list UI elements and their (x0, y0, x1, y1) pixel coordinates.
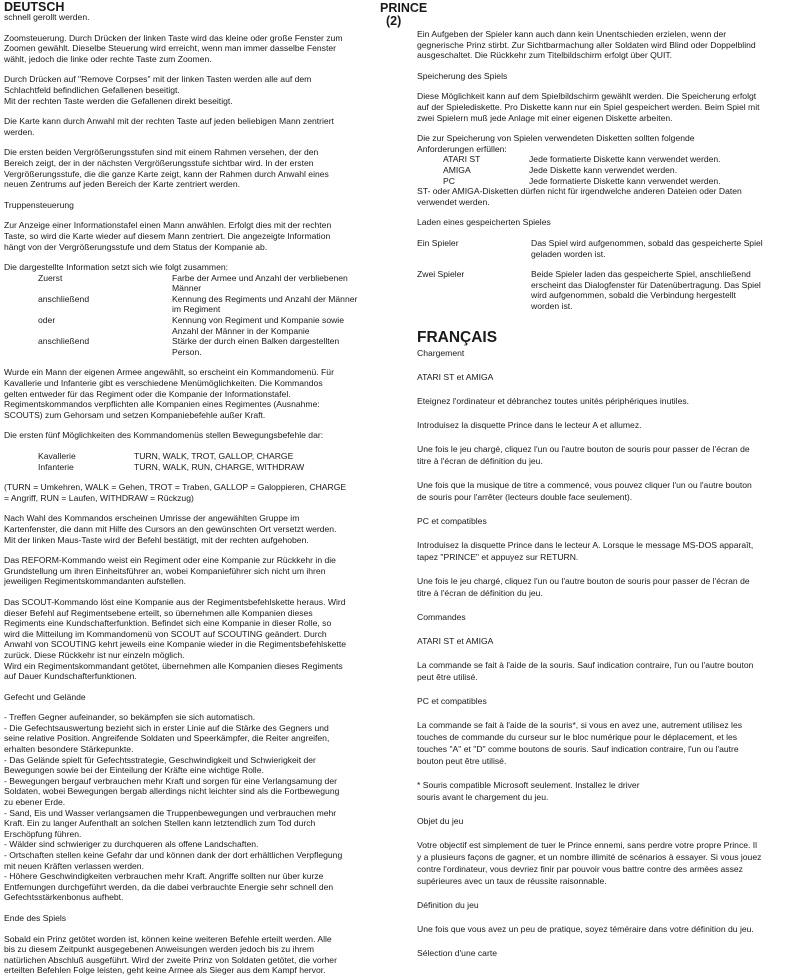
row-value: Jede formatierte Diskette kann verwendet werden. (529, 154, 721, 165)
paragraph (417, 899, 797, 911)
table-row (417, 269, 763, 321)
text-line: Die ersten beiden Vergrößerungsstufen sind mit einem Rahmen versehen, der den (4, 147, 319, 158)
text-line: - Treffen Gegner aufeinander, so bekämpfen sie sich automatisch. (4, 712, 256, 723)
info-table (38, 273, 357, 358)
french-section (417, 347, 797, 971)
text-line: Soldaten, wobei Bewegungen bergab allerdings nicht leichter sind als die Fortbewegung (4, 786, 340, 797)
paragraph (417, 635, 797, 647)
text-line: ST- oder AMIGA-Disketten dürfen nicht für irgendwelche anderen Dateien oder Daten (417, 186, 742, 197)
paragraph (4, 555, 397, 587)
text-line: Votre objectif est simplement de tuer le Prince ennemi, sans perdre votre propre Prince. Il (417, 840, 758, 851)
language-heading-deutsch: DEUTSCH (4, 0, 65, 14)
text-line: Mit der rechten Taste werden die Gefallenen direkt beseitigt. (4, 95, 233, 106)
text-line: werden. (4, 126, 35, 137)
text-line: mit neuen Kräften verlassen werden. (4, 860, 144, 871)
text-line: Zur Anzeige einer Informationstafel einen Mann anwählen. Erfolgt dies mit der rechten (4, 220, 332, 231)
text-line: bouton peut être utilisé. (417, 756, 507, 767)
text-line: Taste, so wird die Karte wieder auf diesem Mann zentriert. Die angezeigte Information (4, 230, 331, 241)
paragraph (417, 91, 797, 123)
text-line: = Angriff, RUN = Laufen, WITHDRAW = Rückzug) (4, 492, 194, 503)
text-line: Die Karte kann durch Anwahl mit der rechten Taste auf jeden beliebigen Mann zentriert (4, 116, 334, 127)
paragraph: Die ersten fünf Möglichkeiten des Kommandomenüs stellen Bewegungsbefehle dar: (4, 430, 324, 441)
text-line: Das Spiel wird aufgenommen, sobald das gespeicherte Spiel (531, 237, 763, 248)
text-line: souris avant le chargement du jeu. (417, 792, 549, 803)
section-heading: Speicherung des Spiels (417, 70, 508, 81)
paragraph (417, 29, 797, 61)
text-line: Bewegungen sowie bei der Einteilung der Kräfte eine wichtige Rolle. (4, 765, 264, 776)
text-line: Ein Aufgeben der Spieler kann auch dann kein Unentschieden erzielen, wenn der (417, 29, 727, 39)
paragraph (417, 719, 797, 767)
text-line: touches de commande du curseur sur le bloc numérique pour le déplacement, et les (417, 732, 738, 743)
row-value (172, 273, 357, 294)
row-label: PC (443, 175, 455, 186)
table-row (38, 462, 304, 473)
text-line: gegnerische Prinz stirbt. Zur Sichtbarmachung aller Soldaten wird Blind oder Doppelblind (417, 39, 756, 50)
text-line: Kennung des Regiments und Anzahl der Männer (172, 293, 358, 304)
text-line: Vergrößerungsstufe, die die ganze Karte zeigt, kann der Rahmen durch Anwahl eines (4, 168, 329, 179)
text-line: neuen Zentrums auf jeden Bereich der Karte zentriert werden. (4, 179, 240, 190)
text-line: Kavallerie und Infanterie gibt es verschiedene Menümöglichkeiten. Die Kommandos (4, 378, 323, 389)
paragraph (417, 695, 797, 707)
text-line: Stärke der durch einen Balken dargestellten (172, 336, 340, 347)
text-line: - Ortschaften stellen keine Gefahr dar und können dank der dort erhältlichen Verpflegung (4, 850, 343, 860)
text-line: Objet du jeu (417, 816, 464, 827)
section-heading: Laden eines gespeicherten Spieles (417, 217, 551, 228)
text-line: dieser Befehl auf Regimentsebene erteilt, so übernehmen alle Kompanien dieses (4, 607, 313, 618)
paragraph (417, 539, 797, 563)
text-line: Regimentskommandos verpflichten alle Kompanien eines Regimentes (Ausnahme: (4, 399, 320, 410)
text-line: - Höhere Geschwindigkeiten verbrauchen mehr Kraft. Angriffe sollten nur über kurze (4, 871, 324, 882)
text-line: Zoomen gewählt. Dieselbe Steuerung wird erreicht, wenn man immer dasselbe Fenster (4, 43, 336, 54)
row-label: Zuerst (38, 272, 63, 283)
text-line: zwei Spielern muß jede Anlage mit einer eigenen Diskette arbeiten. (417, 112, 673, 123)
text-line: Diese Möglichkeit kann auf dem Spielbildschirm gewählt werden. Die Speicherung erfolgt (417, 91, 757, 102)
section-heading: Ende des Spiels (4, 912, 67, 923)
text-line: ATARI ST et AMIGA (417, 372, 494, 383)
text-line: titre à l'écran de définition du jeu. (417, 588, 543, 599)
paragraph: Die dargestellte Information setzt sich wie folgt zusammen: (4, 262, 229, 273)
text-line: - Das Gelände spielt für Gefechtsstrategie, Geschwindigkeit und Schwierigkeit der (4, 754, 316, 765)
text-line: PC et compatibles (417, 516, 487, 527)
text-line: Sélection d'une carte (417, 948, 497, 959)
paragraph (417, 515, 797, 527)
paragraph (417, 371, 797, 383)
text-line: zu ebener Erde. (4, 797, 66, 808)
row-value (172, 336, 357, 357)
row-value (172, 315, 357, 336)
load-table (417, 238, 763, 322)
paragraph (417, 947, 797, 959)
text-line: Farbe der Armee und Anzahl der verbliebenen (172, 272, 348, 283)
text-line: erscheint das Dialogfenster für Datenübertragung. Das Spiel (531, 279, 761, 290)
text-line: - Die Gefechtsauswertung bezieht sich in erster Linie auf die Stärke des Gegners und (4, 722, 329, 733)
text-line: verwendet werden. (417, 196, 490, 207)
text-line: Une fois le jeu chargé, cliquez l'un ou l'autre bouton de souris pour passer de l'écran de (417, 444, 750, 455)
text-line: * Souris compatible Microsoft seulement. Installez le driver (417, 780, 640, 791)
table-row (417, 238, 763, 269)
paragraph (4, 33, 397, 65)
text-line: Chargement (417, 348, 465, 359)
text-line: erhalten besondere Stärkepunkte. (4, 744, 134, 755)
text-line: im Regiment (172, 304, 221, 315)
text-line: PC et compatibles (417, 696, 487, 707)
text-line: Une fois que vous avez un peu de pratique, soyez téméraire dans votre définition du jeu. (417, 924, 754, 935)
text-line: Anzahl der Männer in der Kompanie (172, 325, 310, 336)
text-line: Bereich zeigt, der in der nächsten Vergrößerungsstufe sichtbar wird. In der ersten (4, 157, 314, 168)
text-line: auf Dauer Kundschafterfunktionen. (4, 671, 137, 682)
text-line: touches "A" et "D" comme boutons de souris. Sauf indication contraire, l'un ou l'autre (417, 744, 739, 755)
table-row (443, 176, 721, 187)
text-line: Wurde ein Mann der eigenen Armee angewählt, so erscheint ein Kommandomenü. Für (4, 367, 334, 378)
text-line: erteilten Befehlen Folge leisten, geht keine Armee als Sieger aus dem Kampf hervor. (4, 965, 326, 976)
text-line: Anwahl von SCOUTING kehrt jeweils eine Kompanie wieder in die Regimentsbefehlskette (4, 639, 347, 650)
paragraph (417, 779, 797, 803)
title-line-2: (2) (386, 14, 402, 28)
row-label: anschließend (38, 336, 90, 347)
row-label: Infanterie (38, 461, 74, 472)
text-line: Wird ein Regimentskommandant getötet, übernehmen alle Kompanien dieses Regiments (4, 660, 343, 671)
disk-table (443, 154, 721, 186)
paragraph (4, 712, 397, 903)
text-line: Männer (172, 283, 202, 294)
paragraph (417, 611, 797, 623)
right-column (417, 29, 797, 971)
row-value (172, 294, 357, 315)
paragraph (4, 116, 397, 137)
row-value (531, 238, 763, 269)
text-line: - Bewegungen bergauf verbrauchen mehr Kraft und sorgen für eine Verlangsamung der (4, 775, 337, 786)
text-line: Sobald ein Prinz getötet worden ist, können keine weiteren Befehle erteilt werden. Alle (4, 933, 332, 944)
text-line: Kartenfenster, die dann mit Hilfe des Cursors an den gewünschten Ort versetzt werden. (4, 523, 337, 534)
text-line: Beide Spieler laden das gespeicherte Spiel, anschließend (531, 269, 751, 280)
text-line: Das REFORM-Kommando weist ein Regiment oder eine Kompanie zur Rückkehr in die (4, 555, 336, 566)
text-line: Introduisez la disquette Prince dans le lecteur A. Lorsque le message MS-DOS apparaît, (417, 540, 754, 551)
text-line: jeweiligen Regimentskommandanten aufstellen. (4, 576, 187, 587)
text-line: Une fois que la musique de titre a commencé, vous pouvez cliquer l'un ou l'autre bouton (417, 480, 752, 491)
text-line: Erschöpfung führen. (4, 828, 82, 839)
text-line: Regiments eine Kundschafterfunktion. Befindet sich eine Kompanie in dieser Rolle, so (4, 618, 332, 629)
row-value: Jede Diskette kann verwendet werden. (529, 164, 678, 175)
text-line: contre l'ordinateur, vous devriez finir par pouvoir vous battre contre des armées assez (417, 864, 743, 875)
text-line: Schlachtfeld befindlichen Gefallenen beseitigt. (4, 84, 180, 95)
row-label: oder (38, 315, 56, 326)
paragraph (417, 186, 797, 207)
text-line: worden ist. (531, 300, 573, 311)
paragraph (417, 395, 797, 407)
table-row (443, 165, 721, 176)
paragraph (417, 419, 797, 431)
text-line: La commande se fait à l'aide de la souris*, si vous en avez une, autrement utilisez les (417, 720, 743, 731)
text-line: titre à l'écran de définition du jeu. (417, 456, 543, 467)
text-line: SCOUTS) zum Gehorsam und setzen Kompaniebefehle außer Kraft. (4, 409, 266, 420)
text-line: peut être utilisé. (417, 672, 478, 683)
row-label: Kavallerie (38, 451, 76, 461)
text-line: Définition du jeu (417, 900, 479, 911)
text-line: Person. (172, 346, 202, 357)
row-label: Ein Spieler (417, 237, 459, 248)
table-row (38, 273, 357, 294)
table-row (38, 315, 357, 336)
row-value: TURN, WALK, TROT, GALLOP, CHARGE (134, 451, 294, 461)
text-line: Entfernungen durchgeführt werden, da die dabei verbrauchte Energie sehr schnell den (4, 881, 334, 892)
text-line: Eteignez l'ordinateur et débranchez toutes unités périphériques inutiles. (417, 396, 690, 407)
text-line: auf der Spielediskette. Pro Diskette kann nur ein Spiel gespeichert werden. Beim Spiel mit (417, 101, 760, 112)
paragraph (4, 597, 397, 682)
language-heading-francais: FRANÇAIS (417, 329, 498, 347)
row-label: ATARI ST (443, 154, 481, 165)
text-line: wählt, jedoch die linke oder rechte Taste zum Zoomen. (4, 53, 212, 64)
text-line: Kraft. Ein zu langer Aufenthalt an solchen Stellen kann letztendlich zum Tod durch (4, 818, 316, 829)
table-row (38, 336, 357, 357)
paragraph (417, 839, 797, 887)
text-line: hängt von der Vergrößerungsstufe und dem Status der Kompanie ab. (4, 241, 268, 252)
paragraph (417, 575, 797, 599)
text-line: Gefechtsstärkenbonus aufhebt. (4, 892, 124, 903)
text-line: ATARI ST et AMIGA (417, 636, 494, 647)
row-value: TURN, WALK, RUN, CHARGE, WITHDRAW (134, 461, 305, 472)
text-line: Une fois le jeu chargé, cliquez l'un ou l'autre bouton de souris pour passer de l'écran de (417, 576, 750, 587)
text-line: geladen worden ist. (531, 248, 606, 259)
text-line: seine relative Position. Angreifende Soldaten und Speerkämpfer, die Reiter angreifen, (4, 733, 330, 744)
paragraph (4, 220, 397, 252)
text-line: Kennung von Regiment und Kompanie sowie (172, 315, 344, 326)
text-line: Zoomsteuerung. Durch Drücken der linken Taste wird das kleine oder große Fenster zum (4, 32, 343, 43)
paragraph (417, 479, 797, 503)
text-line: Die zur Speicherung von Spielen verwendeten Disketten sollten folgende (417, 133, 695, 144)
row-label: AMIGA (443, 164, 471, 175)
row-label: Zwei Spieler (417, 269, 465, 280)
paragraph: schnell gerollt werden. (4, 12, 90, 22)
text-line: wird die Mitteilung im Kommandomenü von SCOUT auf SCOUTING geändert. Durch (4, 628, 327, 639)
row-value: Jede formatierte Diskette kann verwendet werden. (529, 175, 721, 186)
text-line: Grundstellung um ihren Einheitsführer an, wobei Kompanieführer sich nicht um ihren (4, 565, 326, 576)
paragraph (4, 482, 397, 503)
text-line: Commandes (417, 612, 466, 623)
paragraph (4, 367, 397, 420)
paragraph (4, 74, 397, 106)
text-line: natürlichen Abschluß ausgeführt. Wird der zweite Prinz von Soldaten getötet, die vorher (4, 954, 337, 965)
text-line: Durch Drücken auf "Remove Corpses" mit der linken Tasten werden alle auf dem (4, 74, 312, 85)
command-table (38, 451, 304, 472)
text-line: La commande se fait à l'aide de la souris. Sauf indication contraire, l'un ou l'autre bouton (417, 660, 754, 671)
table-row (443, 154, 721, 165)
text-line: Mit der linken Maus-Taste wird der Befehl bestätigt, mit der rechten aufgehoben. (4, 534, 309, 545)
section-heading: Truppensteuerung (4, 199, 74, 210)
paragraph (417, 443, 797, 467)
paragraph (417, 659, 797, 683)
text-line: Anforderungen erfüllen: (417, 143, 507, 154)
table-row (38, 294, 357, 315)
text-line: wird aufgenommen, sobald die Verbindung hergestellt (531, 290, 736, 301)
paragraph (4, 513, 397, 545)
text-line: - Sand, Eis und Wasser verlangsamen die Truppenbewegungen und verbrauchen mehr (4, 807, 337, 818)
left-column (4, 0, 397, 976)
text-line: Introduisez la disquette Prince dans le lecteur A et allumez. (417, 420, 642, 431)
text-line: bis zu diesem Zeitpunkt ausgegebenen Anweisungen werden jedoch bis zu ihrem (4, 944, 315, 955)
text-line: supérieures avec un taux de réussite raisonnable. (417, 876, 607, 887)
paragraph (417, 815, 797, 827)
paragraph (4, 147, 397, 189)
text-line: Das SCOUT-Kommando löst eine Kompanie aus der Regimentsbefehlskette heraus. Wird (4, 596, 346, 607)
text-line: tapez "PRINCE" et appuyez sur RETURN. (417, 552, 579, 563)
text-line: y a plusieurs façons de gagner, et un nombre illimité de scénarios à essayer. Si vous jouez (417, 852, 762, 863)
text-line: de souris pour l'arrêter (lecteurs double face seulement). (417, 492, 633, 503)
text-line: Nach Wahl des Kommandos erscheinen Umrisse der angewählten Gruppe im (4, 513, 300, 524)
text-line: gelten entweder für das Regiment oder die Kompanie der Informationstafel. (4, 388, 291, 399)
paragraph (417, 133, 797, 154)
text-line: (TURN = Umkehren, WALK = Gehen, TROT = Traben, GALLOP = Galoppieren, CHARGE (4, 482, 347, 493)
table-row (38, 451, 304, 462)
paragraph (417, 347, 797, 359)
text-line: ausgeschaltet. Die Rückkehr zum Titelbildschirm erfolgt über QUIT. (417, 50, 673, 61)
text-line: - Wälder sind schwieriger zu durchqueren als offene Landschaften. (4, 839, 259, 850)
row-value (531, 269, 763, 321)
title-line-1: PRINCE (380, 1, 428, 15)
paragraph (417, 923, 797, 935)
row-label: anschließend (38, 293, 90, 304)
text-line: zurück. Diese Rückkehr ist nur einzeln möglich. (4, 649, 185, 660)
section-heading: Gefecht und Gelände (4, 691, 86, 702)
paragraph (4, 934, 397, 976)
